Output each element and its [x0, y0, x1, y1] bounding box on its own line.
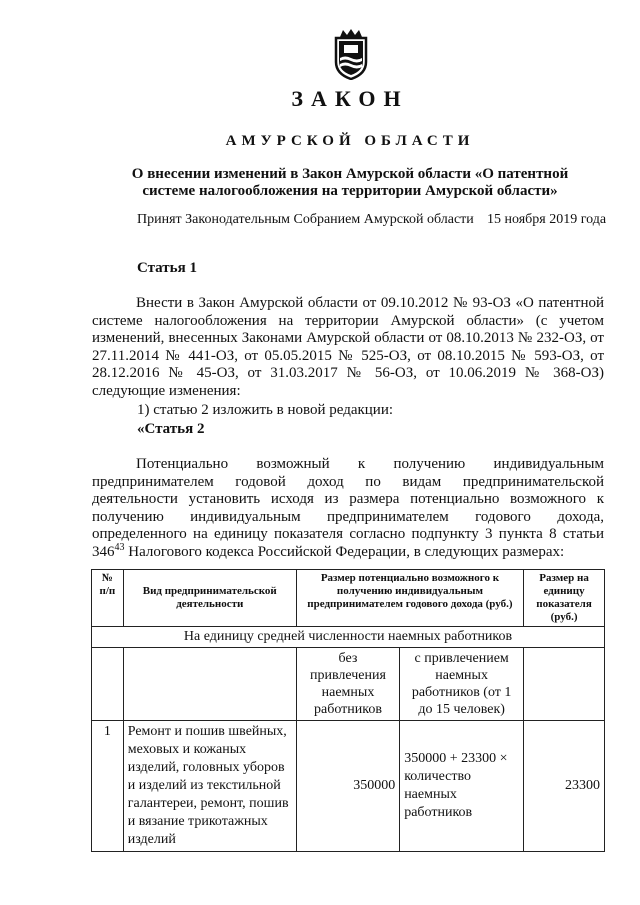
- table-subheader-row: [92, 648, 605, 721]
- section-label: На единицу средней численности наемных работников: [92, 627, 605, 648]
- header-num: № п/п: [92, 570, 124, 627]
- subheader-with: с привлечением наемных работников (от 1 до 15 человек): [400, 648, 524, 721]
- law-title: ЗАКОН: [291, 86, 409, 111]
- row-kind: Ремонт и пошив швейных, меховых и кожаных изделий, головных уборов и изделий из текстильной галантереи, ремонт, пошив и вязание трикотажных изделий: [123, 721, 296, 852]
- law-subtitle: О внесении изменений в Закон Амурской области «О патентной системе налогообложения на территории Амурской области»: [131, 166, 569, 199]
- article-2-paragraph: [92, 456, 604, 561]
- table-section-row: [92, 627, 605, 648]
- header-kind: Вид предпринимательской деятельности: [123, 570, 296, 627]
- article-2-text-a: Потенциально возможный к получению индивидуальным предпринимателем годовой доход по видам предпринимательской деятельности установить исходя из размера потенциально возможного к получению индивидуальным предпринимателем годового дохода, определенного на единицу показателя согласно подпункту 3 пункта 8 статьи 346: [92, 456, 604, 560]
- article-1-title: Статья 1: [137, 260, 197, 276]
- region-title: АМУРСКОЙ ОБЛАСТИ: [225, 133, 475, 149]
- article-number-superscript: 43: [114, 541, 125, 553]
- adopted-date: 15 ноября 2019 года: [487, 212, 607, 227]
- row-with: 350000 + 23300 × количество наемных работников: [400, 721, 524, 852]
- table-row: [92, 721, 605, 852]
- adopted-by: Принят Законодательным Собранием Амурской области: [137, 212, 474, 227]
- subheader-empty-kind: [123, 648, 296, 721]
- subheader-empty-unit: [524, 648, 605, 721]
- row-without: 350000: [296, 721, 399, 852]
- article-2-title: «Статья 2: [137, 421, 205, 437]
- table-header-row: [92, 570, 605, 627]
- header-unit: Размер на единицу показателя (руб.): [524, 570, 605, 627]
- amendment-item-1: 1) статью 2 изложить в новой редакции:: [137, 402, 394, 418]
- row-num: 1: [92, 721, 124, 852]
- article-1-paragraph: Внести в Закон Амурской области от 09.10.2012 № 93-ОЗ «О патентной системе налогообложения на территории Амурской области» (с учетом изменений, внесенных Законами Амурской области от 08.10.2013 № 232-ОЗ, от 27.11.2014 № 441-ОЗ, от 05.05.2015 № 525-ОЗ, от 08.10.2015 № 593-ОЗ, от 28.12.2016 № 45-ОЗ, от 31.03.2017 № 56-ОЗ, от 10.06.2019 № 368-ОЗ) следующие изменения:: [92, 295, 604, 399]
- header-size: Размер потенциально возможного к получению индивидуальным предпринимателем годового дохода (руб.): [296, 570, 523, 627]
- amur-coat-of-arms-icon: [330, 28, 372, 80]
- article-2-text-b: Налогового кодекса Российской Федерации, в следующих размерах:: [124, 543, 565, 560]
- income-table: [91, 569, 605, 852]
- subheader-without: без привлечения наемных работников: [296, 648, 399, 721]
- row-unit: 23300: [524, 721, 605, 852]
- subheader-empty-num: [92, 648, 124, 721]
